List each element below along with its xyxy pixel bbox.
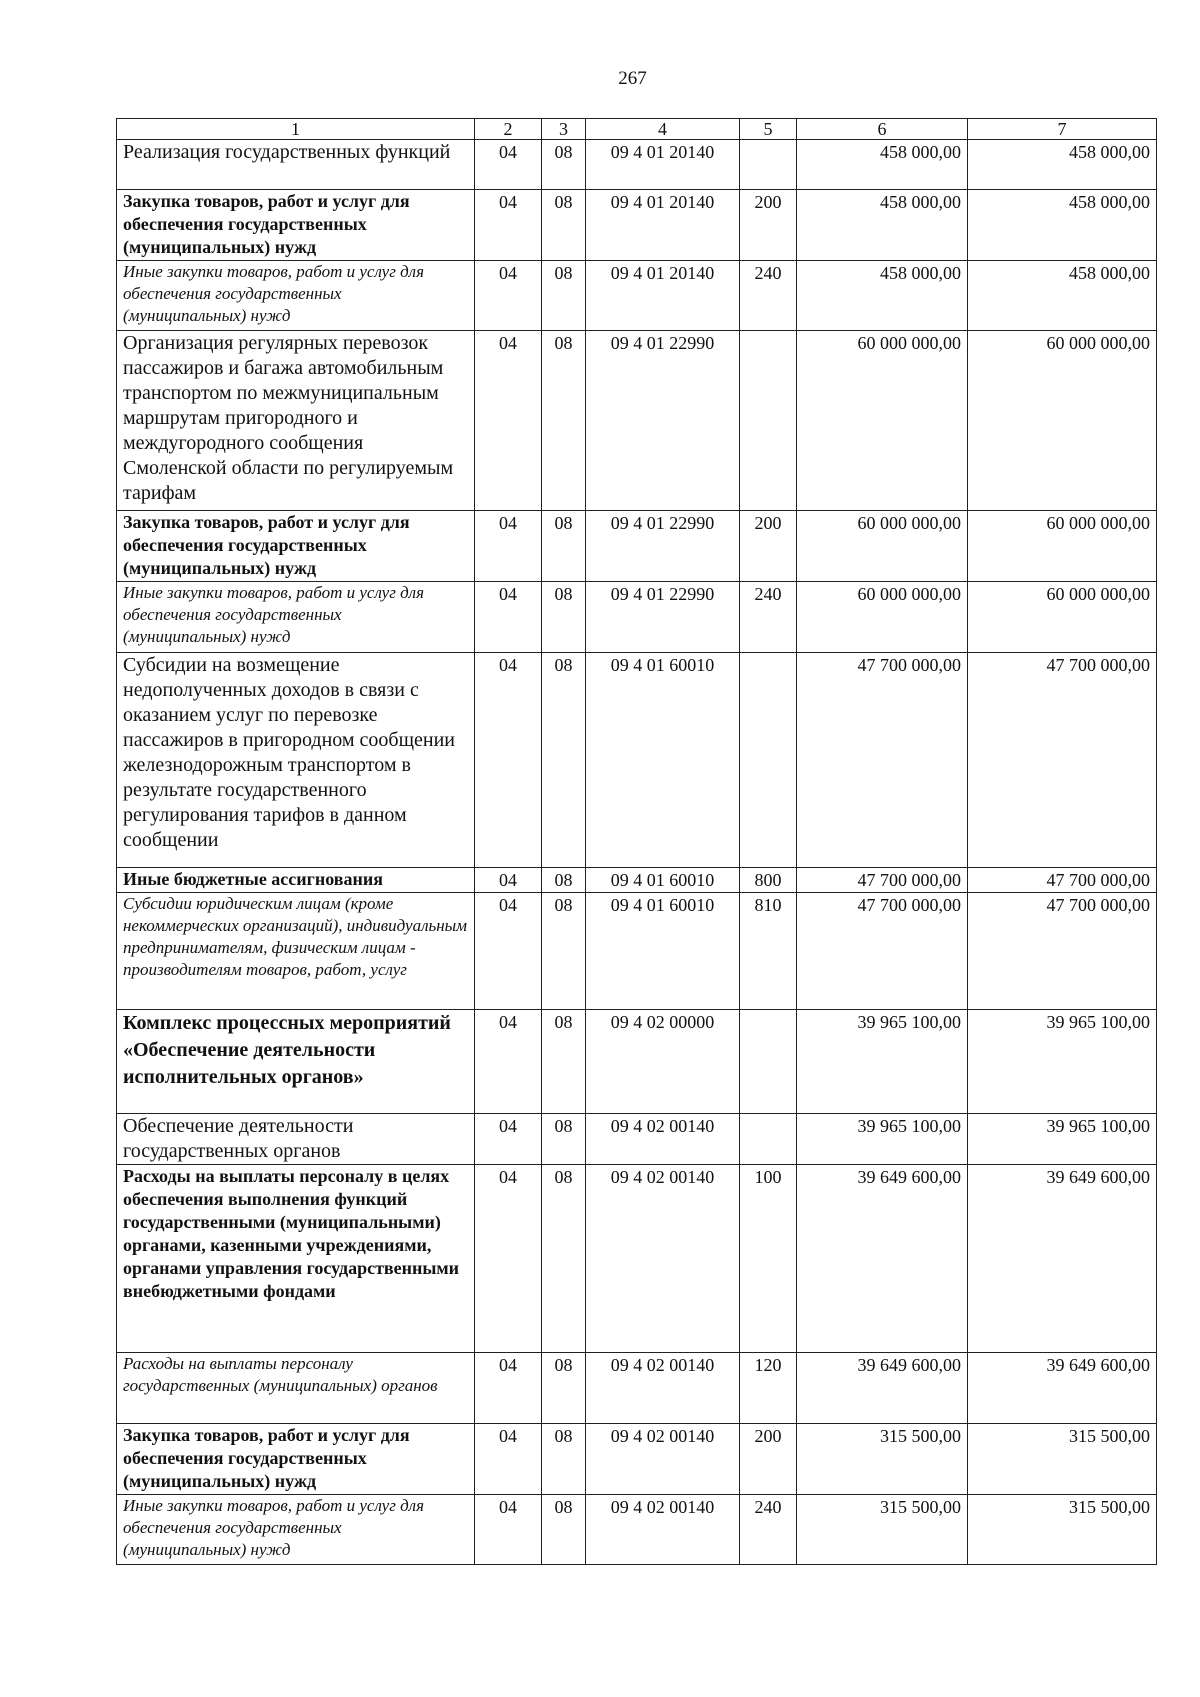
amount-col-6: 315 500,00 — [797, 1495, 968, 1565]
section-code: 04 — [475, 331, 542, 511]
target-article-code: 09 4 01 20140 — [586, 261, 740, 331]
section-code: 04 — [475, 1165, 542, 1353]
header-col-2: 2 — [475, 119, 542, 140]
amount-col-7: 39 649 600,00 — [968, 1353, 1157, 1424]
target-article-code: 09 4 01 60010 — [586, 653, 740, 868]
amount-col-6: 39 965 100,00 — [797, 1010, 968, 1114]
amount-col-7: 458 000,00 — [968, 190, 1157, 261]
header-col-1: 1 — [117, 119, 475, 140]
expense-type-code: 810 — [740, 893, 797, 1010]
table-row — [117, 893, 1157, 1010]
table-row — [117, 1424, 1157, 1495]
target-article-code: 09 4 02 00140 — [586, 1424, 740, 1495]
table-row — [117, 1010, 1157, 1114]
section-code: 04 — [475, 140, 542, 190]
table-row — [117, 331, 1157, 511]
amount-col-6: 60 000 000,00 — [797, 331, 968, 511]
section-code: 04 — [475, 582, 542, 653]
subsection-code: 08 — [542, 868, 586, 893]
table-row — [117, 653, 1157, 868]
subsection-code: 08 — [542, 140, 586, 190]
expense-type-code: 240 — [740, 582, 797, 653]
section-code: 04 — [475, 653, 542, 868]
expense-type-code: 100 — [740, 1165, 797, 1353]
row-label: Иные закупки товаров, работ и услуг для обеспечения государственных (муниципальных) нужд — [117, 261, 475, 331]
header-col-6: 6 — [797, 119, 968, 140]
section-code: 04 — [475, 190, 542, 261]
row-label: Иные закупки товаров, работ и услуг для обеспечения государственных (муниципальных) нужд — [117, 1495, 475, 1565]
expense-type-code: 240 — [740, 261, 797, 331]
expense-type-code — [740, 331, 797, 511]
subsection-code: 08 — [542, 511, 586, 582]
row-label: Иные закупки товаров, работ и услуг для обеспечения государственных (муниципальных) нужд — [117, 582, 475, 653]
amount-col-7: 60 000 000,00 — [968, 582, 1157, 653]
table-row — [117, 261, 1157, 331]
expense-type-code: 800 — [740, 868, 797, 893]
subsection-code: 08 — [542, 1424, 586, 1495]
amount-col-7: 458 000,00 — [968, 140, 1157, 190]
section-code: 04 — [475, 1353, 542, 1424]
section-code: 04 — [475, 1495, 542, 1565]
row-label: Реализация государственных функций — [117, 140, 475, 190]
table-row — [117, 1353, 1157, 1424]
subsection-code: 08 — [542, 653, 586, 868]
subsection-code: 08 — [542, 261, 586, 331]
target-article-code: 09 4 01 22990 — [586, 582, 740, 653]
row-label: Субсидии юридическим лицам (кроме некоммерческих организаций), индивидуальным предпринимателям, физическим лицам - производителям товаров, работ, услуг — [117, 893, 475, 1010]
table-row — [117, 1114, 1157, 1165]
subsection-code: 08 — [542, 582, 586, 653]
table-row — [117, 190, 1157, 261]
amount-col-6: 47 700 000,00 — [797, 893, 968, 1010]
target-article-code: 09 4 02 00140 — [586, 1353, 740, 1424]
amount-col-7: 458 000,00 — [968, 261, 1157, 331]
subsection-code: 08 — [542, 1010, 586, 1114]
row-label: Обеспечение деятельности государственных органов — [117, 1114, 475, 1165]
header-col-4: 4 — [586, 119, 740, 140]
amount-col-7: 315 500,00 — [968, 1424, 1157, 1495]
amount-col-6: 315 500,00 — [797, 1424, 968, 1495]
table-row — [117, 582, 1157, 653]
amount-col-6: 47 700 000,00 — [797, 653, 968, 868]
subsection-code: 08 — [542, 331, 586, 511]
amount-col-6: 60 000 000,00 — [797, 511, 968, 582]
amount-col-7: 60 000 000,00 — [968, 511, 1157, 582]
expense-type-code: 120 — [740, 1353, 797, 1424]
target-article-code: 09 4 01 22990 — [586, 511, 740, 582]
row-label: Закупка товаров, работ и услуг для обеспечения государственных (муниципальных) нужд — [117, 1424, 475, 1495]
subsection-code: 08 — [542, 893, 586, 1010]
budget-table — [116, 118, 1157, 1565]
amount-col-6: 39 965 100,00 — [797, 1114, 968, 1165]
subsection-code: 08 — [542, 1353, 586, 1424]
section-code: 04 — [475, 1424, 542, 1495]
target-article-code: 09 4 02 00000 — [586, 1010, 740, 1114]
amount-col-6: 47 700 000,00 — [797, 868, 968, 893]
header-col-5: 5 — [740, 119, 797, 140]
expense-type-code: 200 — [740, 1424, 797, 1495]
row-label: Субсидии на возмещение недополученных доходов в связи с оказанием услуг по перевозке пассажиров в пригородном сообщении железнодорожным транспортом в результате государственного регулирования тарифов в данном сообщении — [117, 653, 475, 868]
expense-type-code — [740, 140, 797, 190]
subsection-code: 08 — [542, 1165, 586, 1353]
target-article-code: 09 4 01 22990 — [586, 331, 740, 511]
amount-col-7: 47 700 000,00 — [968, 868, 1157, 893]
row-label: Расходы на выплаты персоналу государственных (муниципальных) органов — [117, 1353, 475, 1424]
section-code: 04 — [475, 893, 542, 1010]
target-article-code: 09 4 01 60010 — [586, 868, 740, 893]
expense-type-code — [740, 653, 797, 868]
target-article-code: 09 4 01 20140 — [586, 190, 740, 261]
section-code: 04 — [475, 261, 542, 331]
amount-col-6: 458 000,00 — [797, 261, 968, 331]
header-col-7: 7 — [968, 119, 1157, 140]
page-number: 267 — [618, 68, 647, 89]
subsection-code: 08 — [542, 1495, 586, 1565]
amount-col-7: 60 000 000,00 — [968, 331, 1157, 511]
subsection-code: 08 — [542, 190, 586, 261]
target-article-code: 09 4 01 60010 — [586, 893, 740, 1010]
target-article-code: 09 4 02 00140 — [586, 1165, 740, 1353]
expense-type-code — [740, 1010, 797, 1114]
table-row — [117, 511, 1157, 582]
table-row — [117, 1495, 1157, 1565]
amount-col-7: 47 700 000,00 — [968, 893, 1157, 1010]
amount-col-6: 39 649 600,00 — [797, 1353, 968, 1424]
row-label: Комплекс процессных мероприятий «Обеспечение деятельности исполнительных органов» — [117, 1010, 475, 1114]
section-code: 04 — [475, 1010, 542, 1114]
table-body — [117, 140, 1157, 1565]
table-row — [117, 140, 1157, 190]
expense-type-code: 200 — [740, 511, 797, 582]
amount-col-6: 458 000,00 — [797, 140, 968, 190]
amount-col-7: 39 649 600,00 — [968, 1165, 1157, 1353]
table-row — [117, 868, 1157, 893]
row-label: Закупка товаров, работ и услуг для обеспечения государственных (муниципальных) нужд — [117, 511, 475, 582]
row-label: Расходы на выплаты персоналу в целях обеспечения выполнения функций государственными (муниципальными) органами, казенными учреждениями, органами управления государственными внебюджетными фондами — [117, 1165, 475, 1353]
amount-col-7: 315 500,00 — [968, 1495, 1157, 1565]
table-header-row — [117, 119, 1157, 140]
row-label: Иные бюджетные ассигнования — [117, 868, 475, 893]
target-article-code: 09 4 01 20140 — [586, 140, 740, 190]
amount-col-6: 458 000,00 — [797, 190, 968, 261]
amount-col-6: 60 000 000,00 — [797, 582, 968, 653]
expense-type-code: 200 — [740, 190, 797, 261]
section-code: 04 — [475, 511, 542, 582]
amount-col-7: 47 700 000,00 — [968, 653, 1157, 868]
expense-type-code: 240 — [740, 1495, 797, 1565]
amount-col-6: 39 649 600,00 — [797, 1165, 968, 1353]
table-row — [117, 1165, 1157, 1353]
row-label: Закупка товаров, работ и услуг для обеспечения государственных (муниципальных) нужд — [117, 190, 475, 261]
amount-col-7: 39 965 100,00 — [968, 1010, 1157, 1114]
subsection-code: 08 — [542, 1114, 586, 1165]
expense-type-code — [740, 1114, 797, 1165]
target-article-code: 09 4 02 00140 — [586, 1495, 740, 1565]
target-article-code: 09 4 02 00140 — [586, 1114, 740, 1165]
section-code: 04 — [475, 1114, 542, 1165]
amount-col-7: 39 965 100,00 — [968, 1114, 1157, 1165]
row-label: Организация регулярных перевозок пассажиров и багажа автомобильным транспортом по межмуниципальным маршрутам пригородного и междугородного сообщения Смоленской области по регулируемым тарифам — [117, 331, 475, 511]
section-code: 04 — [475, 868, 542, 893]
header-col-3: 3 — [542, 119, 586, 140]
